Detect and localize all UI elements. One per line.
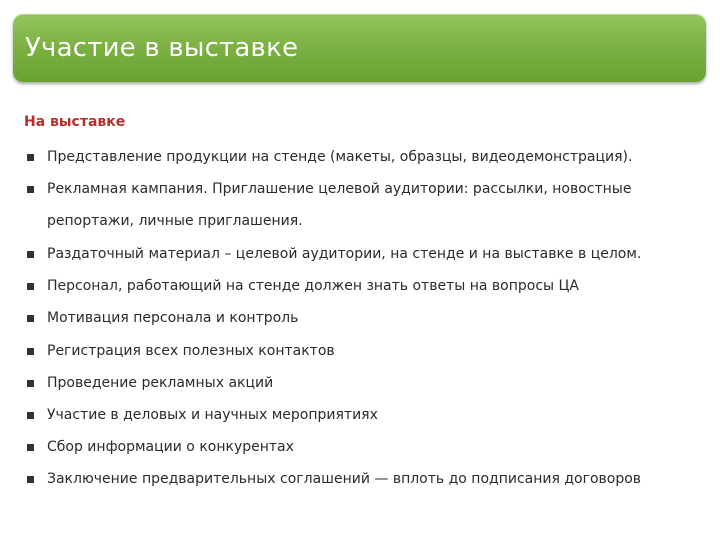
square-bullet-icon: [27, 283, 34, 290]
bullet-text: Проведение рекламных акций: [47, 375, 274, 391]
bullet-text: Регистрация всех полезных контактов: [47, 343, 335, 359]
bullet-text: Сбор информации о конкурентах: [47, 439, 294, 455]
bullet-text: Представление продукции на стенде (макеты, образцы, видеодемонстрация).: [47, 149, 633, 165]
square-bullet-icon: [27, 154, 34, 161]
bullet-text: Мотивация персонала и контроль: [47, 310, 299, 326]
square-bullet-icon: [27, 380, 34, 387]
square-bullet-icon: [27, 476, 34, 483]
bullet-text: Раздаточный материал – целевой аудитории, на стенде и на выставке в целом.: [47, 246, 642, 262]
bullet-text: Рекламная кампания. Приглашение целевой аудитории: рассылки, новостные: [47, 181, 632, 197]
square-bullet-icon: [27, 186, 34, 193]
square-bullet-icon: [27, 348, 34, 355]
square-bullet-icon: [27, 315, 34, 322]
bullet-text: Персонал, работающий на стенде должен знать ответы на вопросы ЦА: [47, 278, 579, 294]
square-bullet-icon: [27, 412, 34, 419]
square-bullet-icon: [27, 251, 34, 258]
square-bullet-icon: [27, 444, 34, 451]
bullet-text: Участие в деловых и научных мероприятиях: [47, 407, 378, 423]
slide-subtitle: На выставке: [24, 114, 126, 130]
bullet-text-continuation: репортажи, личные приглашения.: [47, 213, 303, 229]
slide-title: Участие в выставке: [25, 33, 299, 63]
bullet-text: Заключение предварительных соглашений — вплоть до подписания договоров: [47, 471, 642, 487]
